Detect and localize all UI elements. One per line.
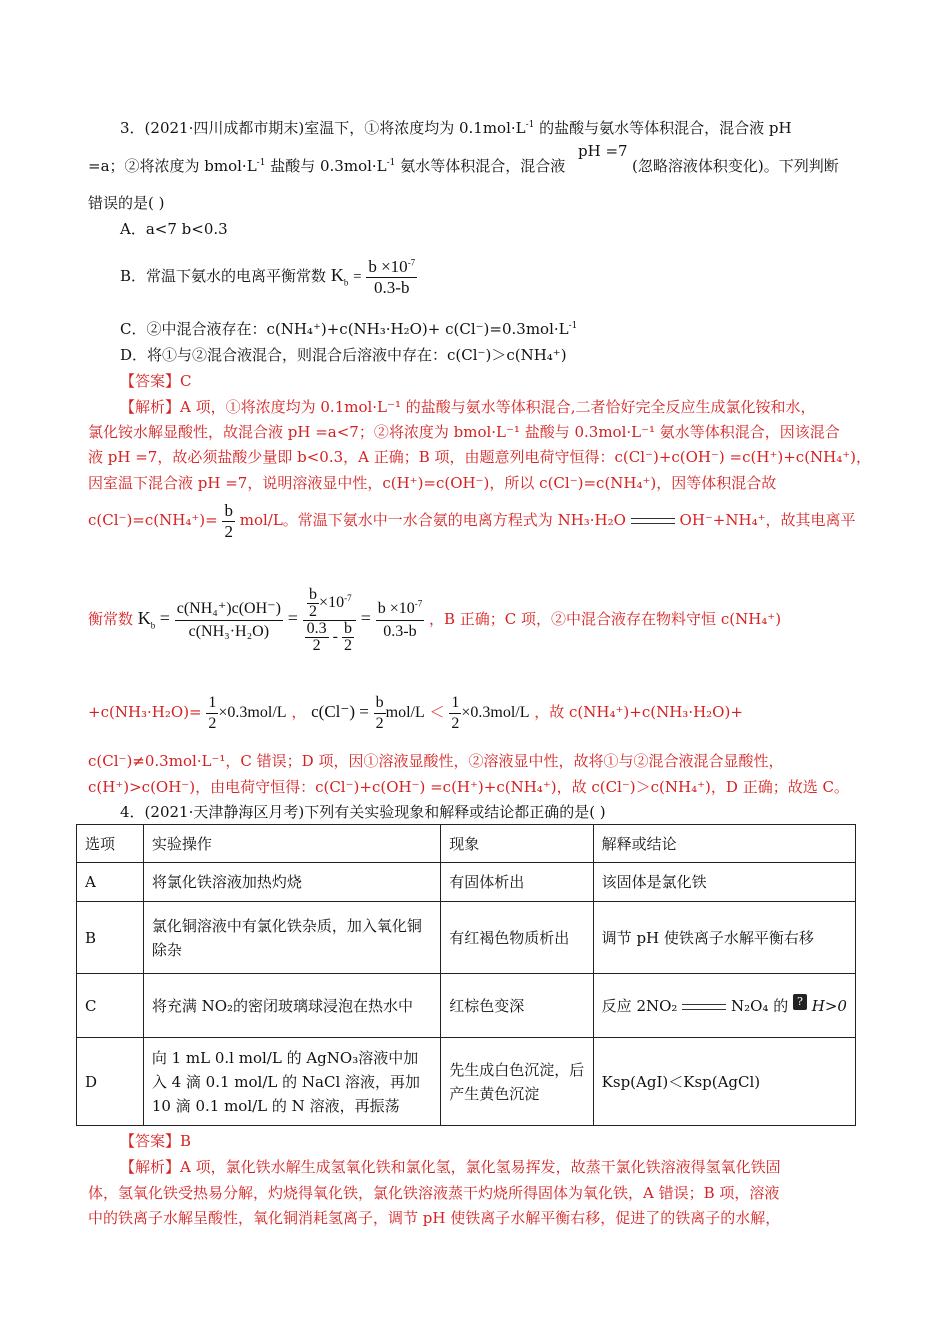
header-phenomenon: 现象	[441, 825, 593, 863]
header-operation: 实验操作	[143, 825, 440, 863]
cell-phenomenon: 红棕色变深	[441, 974, 593, 1038]
unknown-glyph-icon: ?	[793, 994, 807, 1010]
q3-analysis-line3: 液 pH =7，故必须盐酸少量即 b<0.3，A 正确；B 项，由题意列电荷守恒得：c(Cl⁻)+c(OH⁻) =c(H⁺)+c(NH₄⁺)，	[88, 448, 872, 466]
equilibrium-arrow-icon	[631, 516, 675, 526]
q3-analysis-line6: 衡常数 $K_b$ = $\frac{\text{c(NH₄⁺)c(OH⁻)}}{\text{c(NH₃·H₂O)}}$ = $\frac{b}{2}$ $\times 10^{-7}$ $\frac{0.3}{2}$ - $\frac{b}{2}$ = $\frac{b \times 10^{-7}}{0.3-b}$ ，B 正确；C 项，②中混合液存在物料守恒 c(NH₄⁺)	[88, 585, 782, 654]
q3-analysis-line2: 氯化铵水解显酸性，故混合液 pH =a<7；②将浓度为 bmol·L⁻¹ 盐酸与 0.3mol·L⁻¹ 氨水等体积混合，因该混合	[88, 423, 840, 441]
cell-conclusion: 反应 2NO₂ N₂O₄ 的 ? H>0	[593, 974, 855, 1038]
q3-option-b: B．常温下氨水的电离平衡常数 $K_b$ = $\frac{b \times 10^{-7}}{0.3-b}$	[120, 256, 416, 297]
equilibrium-arrow-icon	[682, 1002, 726, 1012]
q3-option-a: A．a<7 b<0.3	[120, 220, 228, 238]
q3-stem-line2-tail: (忽略溶液体积变化)。下列判断	[632, 157, 839, 175]
cell-option: A	[77, 863, 144, 902]
cell-option: D	[77, 1038, 144, 1126]
q4-table	[76, 824, 856, 1126]
q4-analysis-line1: 【解析】A 项，氯化铁水解生成氢氧化铁和氯化氢，氯化氢易挥发，故蒸干氯化铁溶液得氢氧化铁固	[120, 1158, 781, 1176]
cell-phenomenon: 有红褐色物质析出	[441, 902, 593, 974]
q3-answer: 【答案】C	[120, 372, 192, 390]
table-row	[77, 1038, 856, 1126]
cell-conclusion: Ksp(AgI)＜Ksp(AgCl)	[593, 1038, 855, 1126]
table-row	[77, 974, 856, 1038]
q4-analysis-line2: 体，氢氧化铁受热易分解，灼烧得氧化铁，氯化铁溶液蒸干灼烧所得固体为氧化铁，A 错误；B 项，溶液	[88, 1184, 780, 1202]
q3-analysis-line9: c(H⁺)>c(OH⁻)，由电荷守恒得：c(Cl⁻)+c(OH⁻) =c(H⁺)+c(NH₄⁺)，故 c(Cl⁻)＞c(NH₄⁺)，D 正确；故选 C。	[88, 778, 849, 796]
header-option: 选项	[77, 825, 144, 863]
table-row	[77, 863, 856, 902]
q3-analysis-line4: 因室温下混合液 pH =7，说明溶液显中性，c(H⁺)=c(OH⁻)，所以 c(Cl⁻)=c(NH₄⁺)，因等体积混合故	[88, 474, 777, 492]
q3-analysis-line8: c(Cl⁻)≠0.3mol·L⁻¹，C 错误；D 项，因①溶液显酸性，②溶液显中性，故将①与②混合液混合显酸性，	[88, 752, 784, 770]
q3-option-d: D．将①与②混合液混合，则混合后溶液中存在：c(Cl⁻)＞c(NH₄⁺)	[120, 346, 567, 364]
cell-operation: 氯化铜溶液中有氯化铁杂质，加入氧化铜除杂	[143, 902, 440, 974]
kb-fraction: $\frac{b \times 10^{-7}}{0.3-b}$	[368, 256, 416, 297]
q3-stem-line3: 错误的是( )	[88, 194, 165, 212]
table-row	[77, 902, 856, 974]
q3-analysis-line1: 【解析】A 项，①将浓度均为 0.1mol·L⁻¹ 的盐酸与氨水等体积混合,二者恰好完全反应生成氯化铵和水，	[120, 398, 816, 416]
q3-ph7-label: pH =7	[578, 142, 628, 160]
q3-option-c: C．②中混合液存在：$c(NH_4^+)+c(NH_3\cdot H_2O)+ c(Cl^-)=0.3mol\cdot L^{-1}$	[120, 320, 578, 338]
q4-stem: 4．(2021·天津静海区月考)下列有关实验现象和解释或结论都正确的是( )	[120, 803, 606, 821]
cell-operation: 将充满 NO₂的密闭玻璃球浸泡在热水中	[143, 974, 440, 1038]
q3-stem-line2: =a；②将浓度为 $bmol\cdot L^{-1}$ 盐酸与 $0.3mol\cdot L^{-1}$ 氨水等体积混合，混合液	[88, 157, 566, 175]
cell-conclusion: 调节 pH 使铁离子水解平衡右移	[593, 902, 855, 974]
cell-operation: 将氯化铁溶液加热灼烧	[143, 863, 440, 902]
q3-analysis-line5: c(Cl⁻)=c(NH₄⁺)= $\frac{b}{2}$ mol/L。常温下氨水中一水合氨的电离方程式为 NH₃·H₂O OH⁻+NH₄⁺，故其电离平	[88, 500, 856, 541]
table-header-row	[77, 825, 856, 863]
cell-option: C	[77, 974, 144, 1038]
cell-operation: 向 1 mL 0.l mol/L 的 AgNO₃溶液中加入 4 滴 0.1 mol/L 的 NaCl 溶液，再加 10 滴 0.1 mol/L 的 N 溶液，再振荡	[143, 1038, 440, 1126]
cell-phenomenon: 有固体析出	[441, 863, 593, 902]
q4-answer: 【答案】B	[120, 1132, 192, 1150]
q3-stem-line1: 3．(2021·四川成都市期末)室温下，①将浓度均为 $0.1mol\cdot L^{-1}$ 的盐酸与氨水等体积混合，混合液 pH	[120, 119, 792, 137]
cell-conclusion: 该固体是氯化铁	[593, 863, 855, 902]
cell-option: B	[77, 902, 144, 974]
cell-phenomenon: 先生成白色沉淀，后产生黄色沉淀	[441, 1038, 593, 1126]
q3-analysis-line7: +c(NH₃·H₂O)= $\frac{1}{2}$ ×0.3mol/L ， c(Cl⁻) = $\frac{b}{2}$ mol/L ＜ $\frac{1}{2}$ ×0.3mol/L ，故 c(NH₄⁺)+c(NH₃·H₂O)+	[88, 693, 743, 732]
q4-analysis-line3: 中的铁离子水解呈酸性，氧化铜消耗氢离子，调节 pH 使铁离子水解平衡右移，促进了的铁离子的水解，	[88, 1209, 781, 1227]
header-conclusion: 解释或结论	[593, 825, 855, 863]
